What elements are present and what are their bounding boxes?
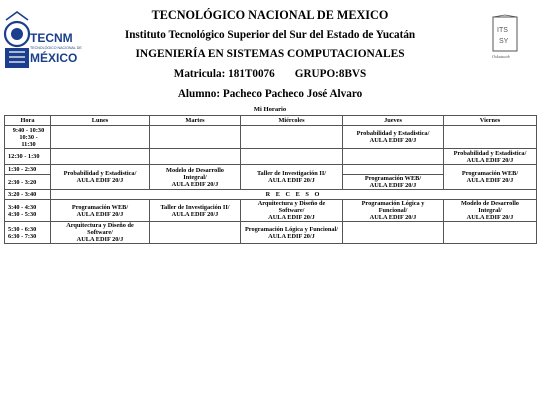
schedule-cell: Taller de Investigación II/ AULA EDIF 20/J xyxy=(241,165,343,190)
schedule-cell: Arquitectura y Diseño de Software/ AULA EDIF 20/J xyxy=(241,200,343,222)
col-hora: Hora xyxy=(5,116,51,126)
time-cell: 9:40 - 10:30 10:30 - 11:30 xyxy=(5,126,51,149)
student-id-line xyxy=(0,68,540,80)
schedule-cell xyxy=(241,149,343,165)
schedule-cell: Arquitectura y Diseño de Software/ AULA EDIF 20/J xyxy=(51,222,150,244)
table-row xyxy=(5,200,537,222)
svg-text:TECNM: TECNM xyxy=(30,31,73,45)
schedule-cell xyxy=(241,126,343,149)
schedule-cell xyxy=(150,222,241,244)
table-row xyxy=(5,126,537,149)
table-row xyxy=(5,149,537,165)
recess-row xyxy=(5,190,537,200)
schedule-cell: Probabilidad y Estadistica/ AULA EDIF 20/J xyxy=(444,149,537,165)
schedule-cell xyxy=(444,126,537,149)
schedule-cell: Programación WEB/ AULA EDIF 20/J xyxy=(343,175,444,190)
schedule-cell xyxy=(343,149,444,165)
schedule-cell xyxy=(150,126,241,149)
schedule-cell xyxy=(51,126,150,149)
schedule-cell xyxy=(150,149,241,165)
header-row xyxy=(5,116,537,126)
schedule-caption: Mi Horario xyxy=(253,106,287,113)
schedule-cell: Probabilidad y Estadistica/ AULA EDIF 20/J xyxy=(343,126,444,149)
table-row xyxy=(5,222,537,244)
schedule-cell xyxy=(444,222,537,244)
campus-title: Instituto Tecnológico Superior del Sur del Estado de Yucatán xyxy=(124,29,416,41)
career-title: INGENIERÍA EN SISTEMAS COMPUTACIONALES xyxy=(135,48,405,60)
time-cell: 12:30 - 1:30 xyxy=(5,149,51,165)
schedule-cell xyxy=(343,165,444,175)
svg-text:MÉXICO: MÉXICO xyxy=(30,51,78,65)
time-cell: 3:40 - 4:30 4:30 - 5:30 xyxy=(5,200,51,222)
svg-text:TECNOLÓGICO NACIONAL DE: TECNOLÓGICO NACIONAL DE xyxy=(30,46,82,50)
svg-text:Oxkutzcab: Oxkutzcab xyxy=(492,54,510,59)
matricula-text: Matricula: 181T0076 xyxy=(173,68,275,80)
col-lunes: Lunes xyxy=(51,116,150,126)
student-name: Alumno: Pacheco Pacheco José Alvaro xyxy=(177,88,363,100)
schedule-cell: Programación WEB/ AULA EDIF 20/J xyxy=(444,165,537,190)
schedule xyxy=(4,105,536,244)
svg-text:ITS: ITS xyxy=(497,27,508,34)
schedule-cell xyxy=(343,222,444,244)
schedule-cell xyxy=(51,149,150,165)
col-jueves: Jueves xyxy=(343,116,444,126)
time-cell: 5:30 - 6:30 6:30 - 7:30 xyxy=(5,222,51,244)
col-martes: Martes xyxy=(150,116,241,126)
schedule-cell: Probabilidad y Estadistica/ AULA EDIF 20/J xyxy=(51,165,150,190)
schedule-cell: Programación Lógica y Funcional/ AULA EDIF 20/J xyxy=(343,200,444,222)
time-cell: 1:30 - 2:30 xyxy=(5,165,51,175)
col-viernes: Viernes xyxy=(444,116,537,126)
institution-title: TECNOLÓGICO NACIONAL DE MEXICO xyxy=(151,8,389,22)
schedule-cell: Programación Lógica y Funcional/ AULA EDIF 20/J xyxy=(241,222,343,244)
col-miercoles: Miércoles xyxy=(241,116,343,126)
schedule-cell: Modelo de Desarrollo Integral/ AULA EDIF 20/J xyxy=(150,165,241,190)
schedule-cell: Taller de Investigación II/ AULA EDIF 20/J xyxy=(150,200,241,222)
time-cell: 2:30 - 3:20 xyxy=(5,175,51,190)
schedule-table xyxy=(4,115,537,244)
grupo-text: GRUPO:8BVS xyxy=(294,68,367,80)
svg-text:SY: SY xyxy=(499,38,509,45)
time-cell: 3:20 - 3:40 xyxy=(5,190,51,200)
schedule-cell: Modelo de Desarrollo Integral/ AULA EDIF 20/J xyxy=(444,200,537,222)
table-row xyxy=(5,165,537,175)
schedule-cell: Programación WEB/ AULA EDIF 20/J xyxy=(51,200,150,222)
recess-cell: R E C E S O xyxy=(51,190,537,200)
